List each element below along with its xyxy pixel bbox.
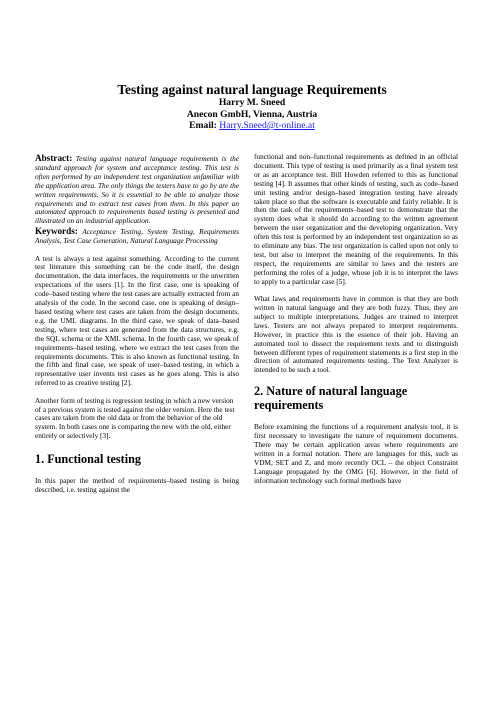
email-label: Email: (189, 120, 217, 131)
body-paragraph: functional and non–functional requirements as defined in an official document. This type of testing is used primarily as a final system test or as an acceptance test. Bill Howden referred to this as functional testing [4]. It assumes that other kinds of testing, such as code–based unit testing and/or design–based integration testing have already taken place so that the software is executable and fairly reliable. It is then the task of the requirements–based test to demonstrate that the system does what it should do according to the written agreement between the user organization and the developing organization. Very often this test is performed by an independent test organization so as to eliminate any bias. The test organization is called upon not only to test, but also to interpret the meaning of the requirements. In this respect, the requirements are similar to laws and the testers are performing the roles of a judge, whose job it is to interpret the laws to apply to a particular case [5]. (254, 152, 458, 286)
email-link[interactable]: Harry.Sneed@t-online.at (219, 120, 315, 131)
abstract-text: Testing against natural language requirements is the standard approach for system and acceptance testing. This test is often performed by an independent test organization unfamiliar with the application area. The only things the testers have to go by are the written requirements. So it is essential to be able to analyze those requirements and to extract test cases from them. In this paper an automated approach to requirements based testing is presented and illustrated on an industrial application. (35, 154, 239, 226)
paper-title: Testing against natural language Requirements (117, 82, 387, 97)
body-paragraph: Before examining the functions of a requirement analysis tool, it is first necessary to investigate the nature of requirement documents. There may be certain application areas where requirements are written in a formal notation. There are languages for this, such as VDM, SET and Z, and more recently OCL – the object Constraint Language propagated by the OMG [6]. However, in the field of information technology such formal methods have (254, 422, 458, 485)
keywords (35, 227, 239, 246)
email-line (0, 120, 504, 132)
abstract (35, 154, 239, 226)
paper-header (0, 82, 504, 132)
section-heading: 2. Nature of natural language requirements (254, 384, 408, 413)
body-paragraph: Another form of testing is regression testing in which a new version of a previous system is tested against the older version. Here the test cases are taken from the old data or from the behavior of the old system. In both cases one is comparing the new with the old, either entirely or selectively [3]. (35, 395, 235, 441)
abstract-label: Abstract: (35, 153, 73, 163)
body-paragraph: What laws and requirements have in common is that they are both written in natural language and they are both fuzzy. Thus, they are subject to multiple interpretations. Judges are trained to interpret laws. Testers are not always prepared to interpret requirements. However, in practice this is the essence of their job. Having an automated tool to dissect the requirement texts and to distinguish between different types of requirement statements is a first step in the direction of automated requirements testing. The Text Analyzer is intended to be such a tool. (254, 294, 458, 375)
body-paragraph: In this paper the method of requirements–based testing is being described, i.e. testing against the (35, 476, 239, 495)
author-affiliation: Anecon GmbH, Vienna, Austria (186, 108, 318, 120)
keywords-text: Acceptance Testing, System Testing, Requirements Analysis, Test Case Generation, Natural Language Processing (35, 227, 239, 246)
keywords-label: Keywords: (35, 226, 78, 237)
author-name: Harry M. Sneed (218, 97, 286, 108)
section-heading: 1. Functional testing (35, 452, 141, 467)
left-column (35, 153, 239, 495)
body-paragraph: A test is always a test against something. According to the current test literature this something can be the code itself, the design documentation, the data interfaces, the requirements or the unwritten expectations of the users [1]. In the first case, one is speaking of code–based testing where the test cases are actually extracted from an analysis of the code. In the second case, one is speaking of design–based testing where test cases are taken from the design documents, e.g. the UML diagrams. In the third case, we speak of data–based testing, where test cases are generated from the data structures, e.g. the SQL schema or the XML schema. In the fourth case, we speak of requirements–based testing, where we extract the test cases from the requirements documents. This is also known as functional testing. In the fifth and final case, we speak of user–based testing, in which a representative user invents test cases as he goes along. This is also referred to as creative testing [2]. (35, 253, 239, 388)
right-column (254, 153, 458, 486)
